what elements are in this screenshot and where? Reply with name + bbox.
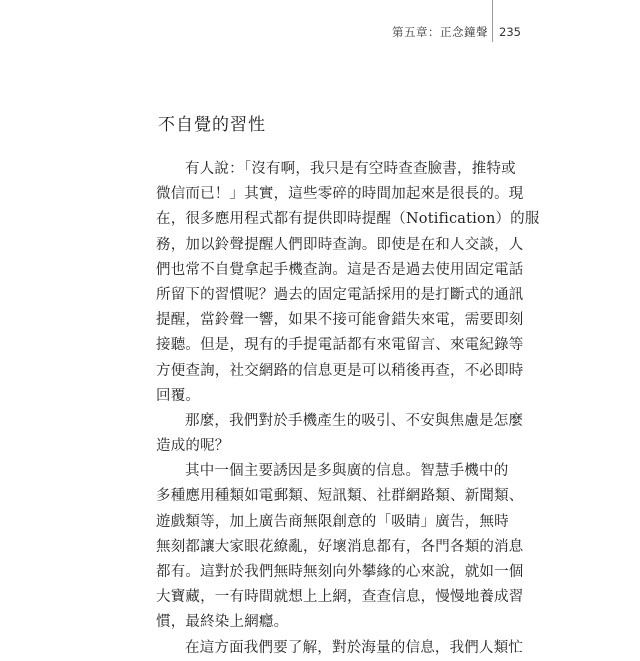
paragraph-1-line-1: 有人說：「沒有啊，我只是有空時查查臉書，推特或 (185, 161, 516, 177)
paragraph-4-line-1: 在這方面我們要了解，對於海量的信息，我們人類忙 (185, 639, 524, 656)
page-number: 235 (499, 25, 521, 39)
paragraph-2-line-2: 造成的呢？ (156, 438, 230, 455)
paragraph-1-line-9: 方便查詢，社交網路的信息更是可以稍後再查，不必即時 (156, 362, 524, 379)
paragraph-1-line-3: 在，很多應用程式都有提供即時提醒（Notification）的服 (156, 211, 540, 228)
paragraph-3-line-6: 大寶藏，一有時間就想上上網，查查信息，慢慢地養成習 (156, 589, 524, 606)
paragraph-3-line-2: 多種應用種類如電郵類、短訊類、社群網路類、新聞類、 (156, 488, 524, 505)
paragraph-1-line-2: 微信而已！」其實，這些零碎的時間加起來是很長的。現 (156, 186, 524, 203)
paragraph-3-line-5: 都有。這對於我們無時無刻向外攀緣的心來說，就如一個 (156, 564, 524, 580)
paragraph-3-line-7: 慣，最終染上網癮。 (156, 614, 289, 631)
paragraph-1-line-8: 接聽。但是，現有的手提電話都有來電留言、來電紀錄等 (156, 337, 524, 354)
paragraph-3-line-1: 其中一個主要誘因是多與廣的信息。智慧手機中的 (185, 463, 509, 480)
body-text (156, 157, 540, 661)
paragraph-1-line-7: 提醒，當鈴聲一響，如果不接可能會錯失來電，需要即刻 (156, 312, 524, 329)
paragraph-1-line-5: 們也常不自覺拿起手機查詢。這是否是過去使用固定電話 (156, 261, 524, 278)
paragraph-1-line-10: 回覆。 (156, 387, 201, 404)
paragraph-2-line-1: 那麼，我們對於手機產生的吸引、不安與焦慮是怎麼 (185, 412, 524, 429)
paragraph-1-line-4: 務，加以鈴聲提醒人們即時查詢。即使是在和人交談，人 (156, 236, 524, 253)
paragraph-3-line-4: 無刻都讓大家眼花繚亂，好壞消息都有，各門各類的消息 (156, 538, 524, 555)
paragraph-3-line-3: 遊戲類等，加上廣告商無限創意的「吸睛」廣告，無時 (156, 513, 509, 530)
section-title: 不自覺的習性 (158, 115, 266, 135)
running-head-chapter-title: 第五章：正念鐘聲 (392, 25, 488, 39)
paragraph-1-line-6: 所留下的習慣呢？過去的固定電話採用的是打斷式的通訊 (156, 286, 524, 303)
header-divider (492, 0, 493, 42)
